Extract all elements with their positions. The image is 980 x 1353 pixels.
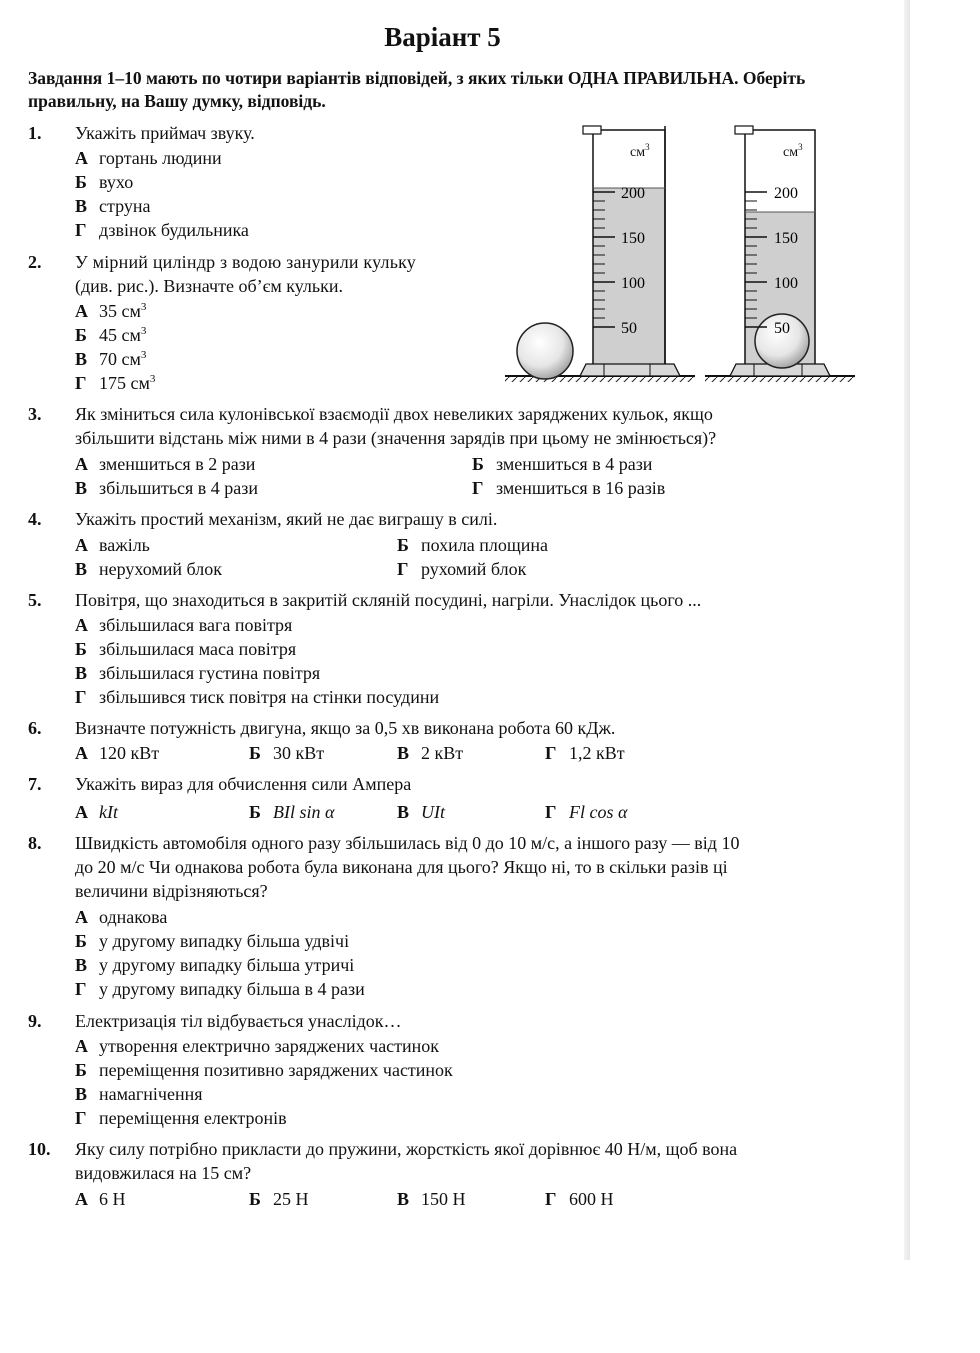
option-letter: В [75,559,88,579]
option-text: 45 см [99,325,141,345]
option-b[interactable] [75,637,296,661]
question-10 [28,1137,868,1187]
option-letter: Г [75,687,87,707]
option-a[interactable] [75,613,292,637]
option-letter: Г [75,220,87,240]
option-letter: Г [75,979,87,999]
option-letter: А [75,802,88,822]
question-text-line-1: Яку силу потрібно прикласти до пружини, жорсткість якої дорівнює 40 Н/м, щоб вона [75,1139,738,1159]
question-number: 4. [28,509,42,529]
option-letter: Б [249,802,261,822]
scale-label: 200 [621,185,645,202]
option-b[interactable] [75,170,133,194]
instructions: Завдання 1–10 мають по чотири варіантів відповідей, з яких тільки ОДНА ПРАВИЛЬНА. Оберіть правильну, на Вашу думку, відповідь. [28,68,806,111]
scale-label: 200 [774,185,798,202]
question-4 [28,507,868,533]
ball [517,323,573,379]
option-c[interactable] [397,800,445,824]
option-letter: Б [75,1060,87,1080]
question-5 [28,588,868,614]
option-letter: Б [249,1189,261,1209]
scale-label: 100 [621,275,645,292]
option-text: гортань людини [99,148,222,168]
question-number: 7. [28,774,42,794]
option-letter: В [397,743,410,763]
question-text: Електризація тіл відбувається унаслідок… [75,1011,402,1031]
option-text: нерухомий блок [99,559,222,579]
option-letter: Б [75,931,87,951]
option-text: 70 см [99,349,141,369]
cylinder-1 [580,126,680,376]
option-text: зменшиться в 16 разів [496,478,666,498]
question-text-line-1: Як зміниться сила кулонівської взаємодії двох невеликих заряджених кульок, якщо [75,404,713,424]
option-letter: Б [75,325,87,345]
option-text: похила площина [421,535,549,555]
option-letter: А [75,1189,88,1209]
option-d[interactable] [75,685,439,709]
option-letter: Г [472,478,484,498]
option-text: зменшиться в 4 рази [496,454,653,474]
option-text: однакова [99,907,168,927]
superscript: 3 [140,301,147,313]
question-number: 5. [28,590,42,610]
question-number: 8. [28,833,42,853]
option-letter: В [75,478,88,498]
option-b[interactable] [249,741,324,765]
option-c[interactable] [75,661,320,685]
page-edge-shadow [904,0,910,1260]
option-text: переміщення позитивно заряджених частинок [99,1060,453,1080]
option-c[interactable] [75,953,354,977]
superscript: 3 [140,325,147,337]
option-b[interactable] [75,323,146,347]
question-number: 10. [28,1139,51,1159]
option-text: збільшиться в 4 рази [99,478,259,498]
question-text-line-2: (див. рис.). Визначте об’єм кульки. [75,276,343,296]
option-d[interactable] [545,1187,614,1211]
option-letter: В [397,802,410,822]
option-letter: В [75,196,88,216]
superscript: 3 [149,373,156,385]
question-number: 9. [28,1011,42,1031]
question-3 [28,402,868,452]
option-letter: В [75,349,88,369]
option-letter: Г [75,373,87,393]
option-text: 175 см [99,373,150,393]
option-text: утворення електрично заряджених частинок [99,1036,440,1056]
scale-label: 150 [774,230,798,247]
option-letter: В [397,1189,410,1209]
question-text: Укажіть вираз для обчислення сили Ампера [75,774,412,794]
option-letter: Б [397,535,409,555]
option-d[interactable] [75,1106,287,1130]
option-text: важіль [99,535,150,555]
option-text: 1,2 кВт [569,743,625,763]
option-letter: В [75,1084,88,1104]
scale-label: 50 [774,320,790,337]
option-letter: Б [75,639,87,659]
question-text-line-2: збільшити відстань між ними в 4 рази (значення зарядів при цьому не змінюється)? [75,428,717,448]
option-letter: Г [545,743,557,763]
option-text: збільшилася вага повітря [99,615,293,635]
question-text-line-1: У мірний циліндр з водою занурили кульку [75,252,417,272]
option-text: струна [99,196,151,216]
option-d[interactable] [75,977,365,1001]
option-text: 2 кВт [421,743,464,763]
question-number: 3. [28,404,42,424]
option-letter: Б [75,172,87,192]
option-d[interactable] [397,557,526,581]
question-text-line-2: до 20 м/с Чи однакова робота була виконана для цього? Якщо ні, то в скільки разів ці [75,857,728,877]
option-text: намагнічення [99,1084,203,1104]
option-text: 600 Н [569,1189,614,1209]
question-number: 2. [28,252,42,272]
option-a[interactable] [75,299,146,323]
unit-label-2: $см^3$ [783,142,803,160]
option-d[interactable] [75,218,249,242]
option-b[interactable] [75,1058,453,1082]
option-d[interactable] [75,371,155,395]
option-letter: В [75,663,88,683]
option-d[interactable] [472,476,665,500]
question-text-line-2: видовжилася на 15 см? [75,1163,252,1183]
option-letter: А [75,743,88,763]
option-c[interactable] [75,194,150,218]
option-b[interactable] [472,452,652,476]
question-2 [28,250,498,300]
option-text: рухомий блок [421,559,527,579]
superscript: 3 [140,349,147,361]
graduated-cylinders-figure [500,122,860,392]
option-text: 35 см [99,301,141,321]
question-number: 6. [28,718,42,738]
option-text: 25 Н [273,1189,309,1209]
option-text: 120 кВт [99,743,160,763]
option-text: збільшився тиск повітря на стінки посудини [99,687,440,707]
scale-label: 100 [774,275,798,292]
option-text: у другому випадку більша утричі [99,955,355,975]
option-a[interactable] [75,533,150,557]
question-8 [28,831,868,907]
option-a[interactable] [75,1034,439,1058]
option-letter: Г [545,802,557,822]
scale-label: 50 [621,320,637,337]
option-text: BIl sin α [273,802,335,822]
question-text: Укажіть простий механізм, який не дає виграшу в силі. [75,509,498,529]
option-a[interactable] [75,1187,126,1211]
question-number: 1. [28,123,42,143]
option-b[interactable] [249,800,334,824]
option-text: у другому випадку більша в 4 рази [99,979,365,999]
option-a[interactable] [75,800,118,824]
page-title: Варіант 5 [384,22,501,52]
option-text: у другому випадку більша удвічі [99,931,350,951]
option-text: kIt [99,802,118,822]
option-letter: А [75,1036,88,1056]
option-letter: А [75,615,88,635]
option-c[interactable] [397,741,463,765]
option-text: 6 Н [99,1189,126,1209]
option-letter: Б [249,743,261,763]
question-text: Визначте потужність двигуна, якщо за 0,5 хв виконана робота 60 кДж. [75,718,616,738]
option-text: збільшилася маса повітря [99,639,297,659]
option-c[interactable] [397,1187,466,1211]
question-text-line-3: величини відрізняються? [75,881,268,901]
question-9 [28,1009,868,1035]
option-b[interactable] [249,1187,309,1211]
option-a[interactable] [75,452,255,476]
option-b[interactable] [75,929,349,953]
option-letter: Г [397,559,409,579]
option-text: UIt [421,802,445,822]
question-7 [28,772,868,798]
option-a[interactable] [75,741,159,765]
option-letter: А [75,454,88,474]
question-text: Укажіть приймач звуку. [75,123,255,143]
option-c[interactable] [75,476,258,500]
unit-label-1: $см^3$ [630,142,650,160]
question-text: Повітря, що знаходиться в закритій скляній посудині, нагріли. Унаслідок цього ... [75,590,702,610]
option-text: Fl cos α [569,802,628,822]
option-b[interactable] [397,533,548,557]
option-c[interactable] [75,557,222,581]
cylinder-2 [730,126,830,376]
option-text: переміщення електронів [99,1108,287,1128]
option-letter: Г [75,1108,87,1128]
option-text: вухо [99,172,134,192]
option-a[interactable] [75,146,222,170]
question-text-line-1: Швидкість автомобіля одного разу збільшилась від 0 до 10 м/с, а іншого разу — від 10 [75,833,740,853]
option-text: збільшилася густина повітря [99,663,321,683]
option-letter: В [75,955,88,975]
option-d[interactable] [545,800,627,824]
question-6 [28,716,868,742]
option-letter: А [75,907,88,927]
scale-label: 150 [621,230,645,247]
option-letter: Г [545,1189,557,1209]
option-text: 150 Н [421,1189,466,1209]
option-c[interactable] [75,1082,202,1106]
option-letter: А [75,535,88,555]
option-text: зменшиться в 2 рази [99,454,256,474]
option-letter: А [75,148,88,168]
option-letter: Б [472,454,484,474]
option-c[interactable] [75,347,146,371]
option-letter: А [75,301,88,321]
option-text: 30 кВт [273,743,325,763]
option-a[interactable] [75,905,167,929]
option-text: дзвінок будильника [99,220,249,240]
option-d[interactable] [545,741,625,765]
